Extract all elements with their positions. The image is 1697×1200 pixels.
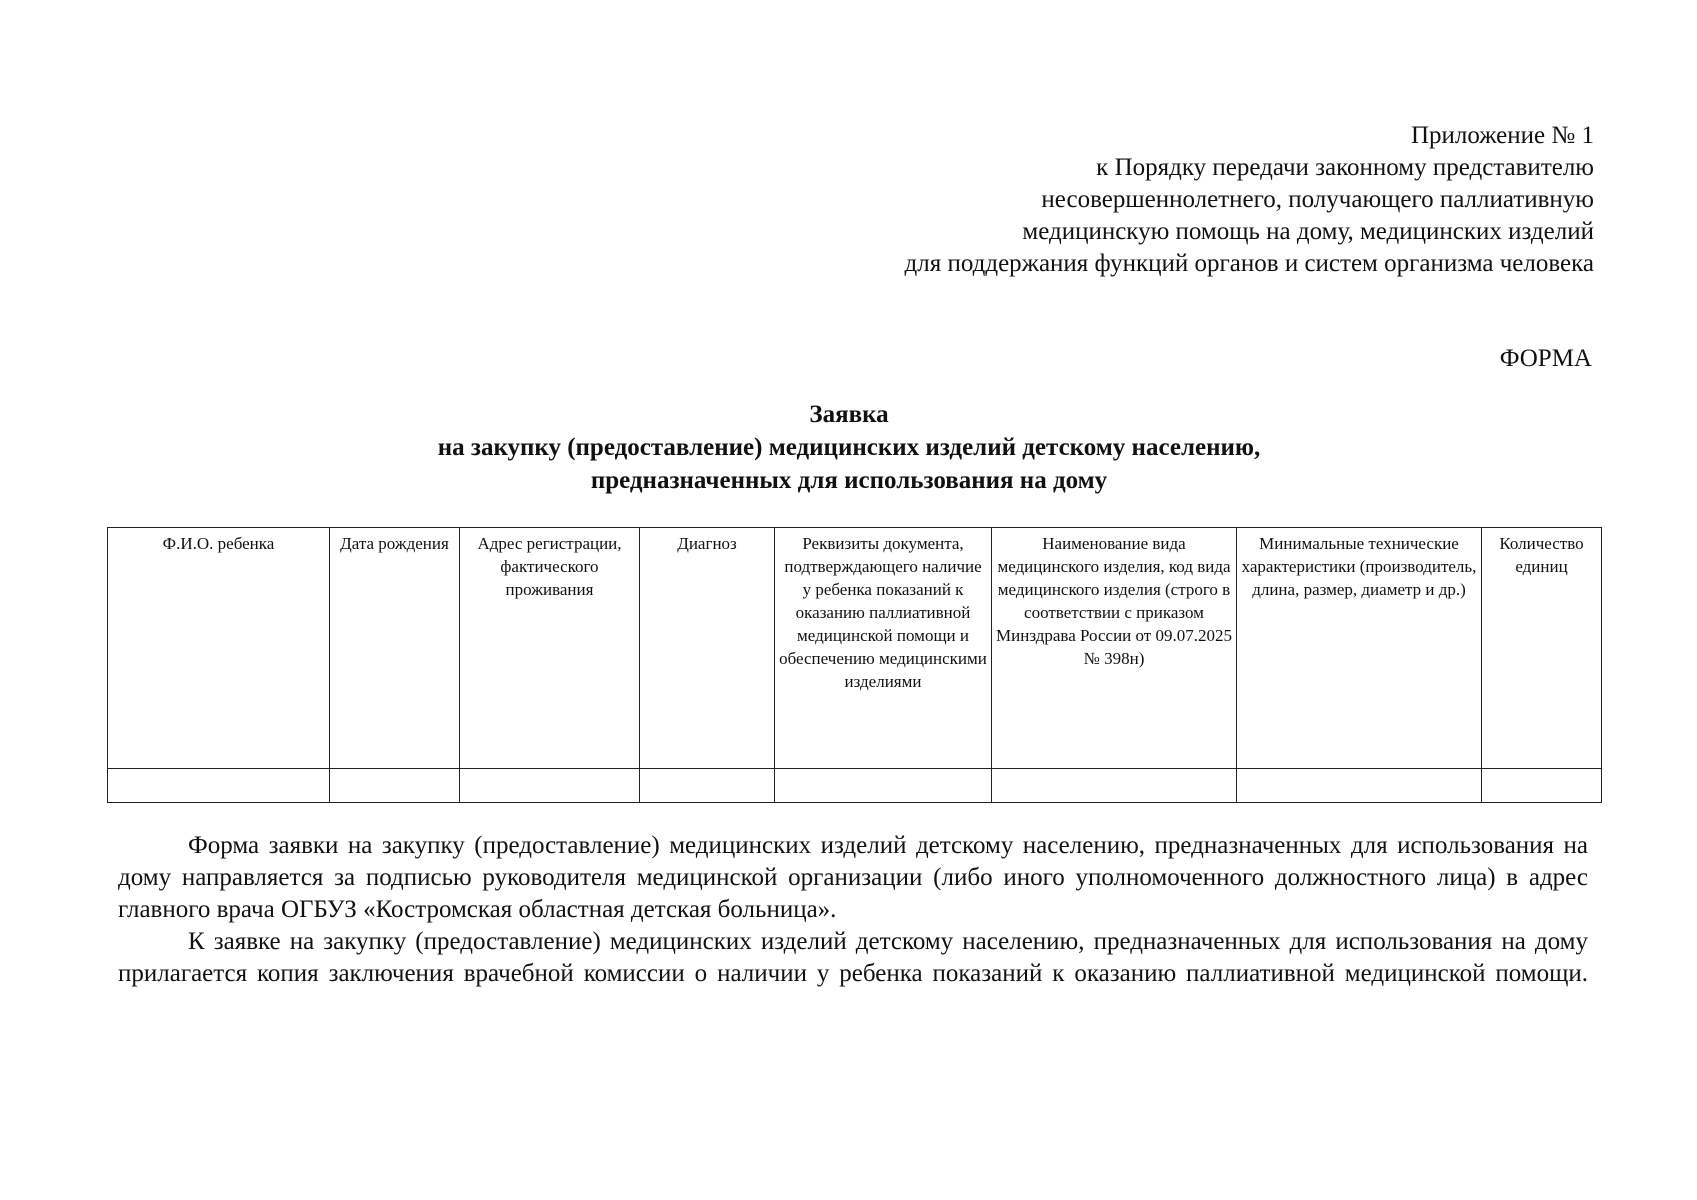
table-cell: [775, 769, 992, 803]
appendix-number: Приложение № 1: [1410, 122, 1594, 149]
document-title: [100, 398, 1598, 497]
body-text: [118, 830, 1588, 990]
header-address: Адрес регистрации, фактического проживания: [460, 528, 640, 769]
table-cell: [108, 769, 330, 803]
title-line: Заявка: [809, 401, 889, 428]
table-header-row: [108, 528, 1602, 769]
header-diagnosis: Диагноз: [640, 528, 775, 769]
title-line: на закупку (предоставление) медицинских изделий детскому населению,: [437, 434, 1261, 461]
table-cell: [330, 769, 460, 803]
paragraph: Форма заявки на закупку (предоставление) медицинских изделий детскому населению, предназначенных для использования на дому направляется за подписью руководителя медицинской организации (либо иного уполномоченного должностного лица) в адрес главного врача ОГБУЗ «Костромская областная детская больница».: [118, 832, 1588, 923]
appendix-line: к Порядку передачи законному представителю: [1096, 154, 1594, 181]
paragraph: К заявке на закупку (предоставление) медицинских изделий детскому населению, предназначенных для использования на дому прилагается копия заключения врачебной комиссии о наличии у ребенка показаний к оказанию паллиативной медицинской помощи.: [118, 928, 1588, 987]
header-device-name: Наименование вида медицинского изделия, код вида медицинского изделия (строго в соответствии с приказом Минздрава России от 09.07.2025 № 398н): [992, 528, 1237, 769]
header-specs: Минимальные технические характеристики (производитель, длина, размер, диаметр и др.): [1237, 528, 1482, 769]
header-fio: Ф.И.О. ребенка: [108, 528, 330, 769]
title-line: предназначенных для использования на дому: [590, 467, 1108, 494]
header-document-details: Реквизиты документа, подтверждающего наличие у ребенка показаний к оказанию паллиативной медицинской помощи и обеспечению медицинскими изделиями: [775, 528, 992, 769]
table-cell: [640, 769, 775, 803]
appendix-header: [905, 120, 1594, 280]
appendix-line: для поддержания функций органов и систем организма человека: [904, 250, 1594, 277]
header-quantity: Количество единиц: [1482, 528, 1602, 769]
table-cell: [460, 769, 640, 803]
table-row: [108, 769, 1602, 803]
request-table: [107, 527, 1602, 803]
table-cell: [1237, 769, 1482, 803]
appendix-line: несовершеннолетнего, получающего паллиативную: [1041, 186, 1594, 213]
appendix-line: медицинскую помощь на дому, медицинских изделий: [1022, 218, 1594, 245]
form-label: ФОРМА: [1499, 345, 1592, 372]
table-cell: [992, 769, 1237, 803]
table-cell: [1482, 769, 1602, 803]
header-birth-date: Дата рождения: [330, 528, 460, 769]
